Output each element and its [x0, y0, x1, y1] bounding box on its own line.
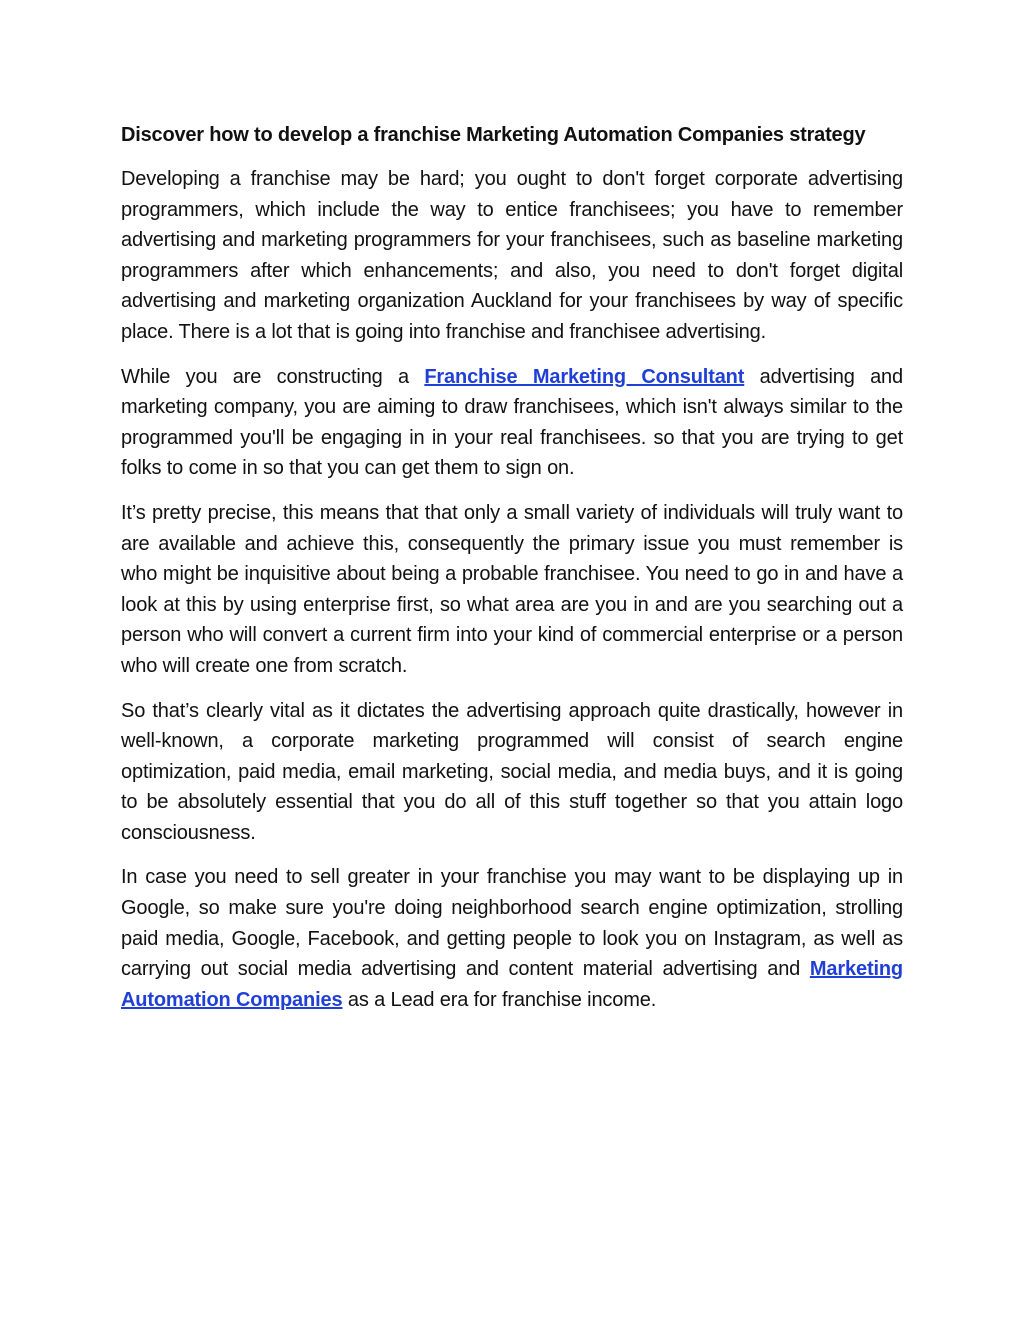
franchise-marketing-consultant-link[interactable]: Franchise Marketing Consultant — [424, 365, 745, 388]
paragraph-5-text-after: as a Lead era for franchise income. — [342, 988, 657, 1011]
paragraph-1: Developing a franchise may be hard; you ought to don't forget corporate advertising programmers, which include the way to entice franchisees; you have to remember advertising and marketing programmers for your franchisees, such as baseline marketing programmers after which enhancements; and also, you need to don't forget digital advertising and marketing organization Auckland for your franchisees by way of specific place. There is a lot that is going into franchise and franchisee advertising. — [121, 168, 903, 343]
document-page — [121, 118, 903, 1029]
paragraph-5 — [121, 862, 903, 1015]
marketing-automation-companies-link[interactable]: Marketing Automation Companies — [121, 958, 903, 1011]
document-title: Discover how to develop a franchise Marketing Automation Companies strategy — [121, 124, 866, 146]
paragraph-2-text-before: While you are constructing a — [121, 365, 425, 388]
paragraph-2 — [121, 362, 903, 484]
paragraph-2-text-after: advertising and marketing company, you are aiming to draw franchisees, which isn't always similar to the programmed you'll be engaging in in your real franchisees. so that you are trying to get folks to come in so that you can get them to sign on. — [121, 365, 903, 480]
paragraph-5-text-before: In case you need to sell greater in your franchise you may want to be displaying up in Google, so make sure you're doing neighborhood search engine optimization, strolling paid media, Google, Facebook, and getting people to look you on Instagram, as well as carrying out social media advertising and content material advertising and — [121, 866, 903, 981]
paragraph-3: It’s pretty precise, this means that that only a small variety of individuals will truly want to are available and achieve this, consequently the primary issue you must remember is who might be inquisitive about being a probable franchisee. You need to go in and have a look at this by using enterprise first, so what area are you in and are you searching out a person who will convert a current firm into your kind of commercial enterprise or a person who will create one from scratch. — [121, 501, 903, 677]
paragraph-4: So that’s clearly vital as it dictates the advertising approach quite drastically, however in well-known, a corporate marketing programmed will consist of search engine optimization, paid media, email marketing, social media, and media buys, and it is going to be absolutely essential that you do all of this stuff together so that you attain logo consciousness. — [121, 699, 903, 844]
